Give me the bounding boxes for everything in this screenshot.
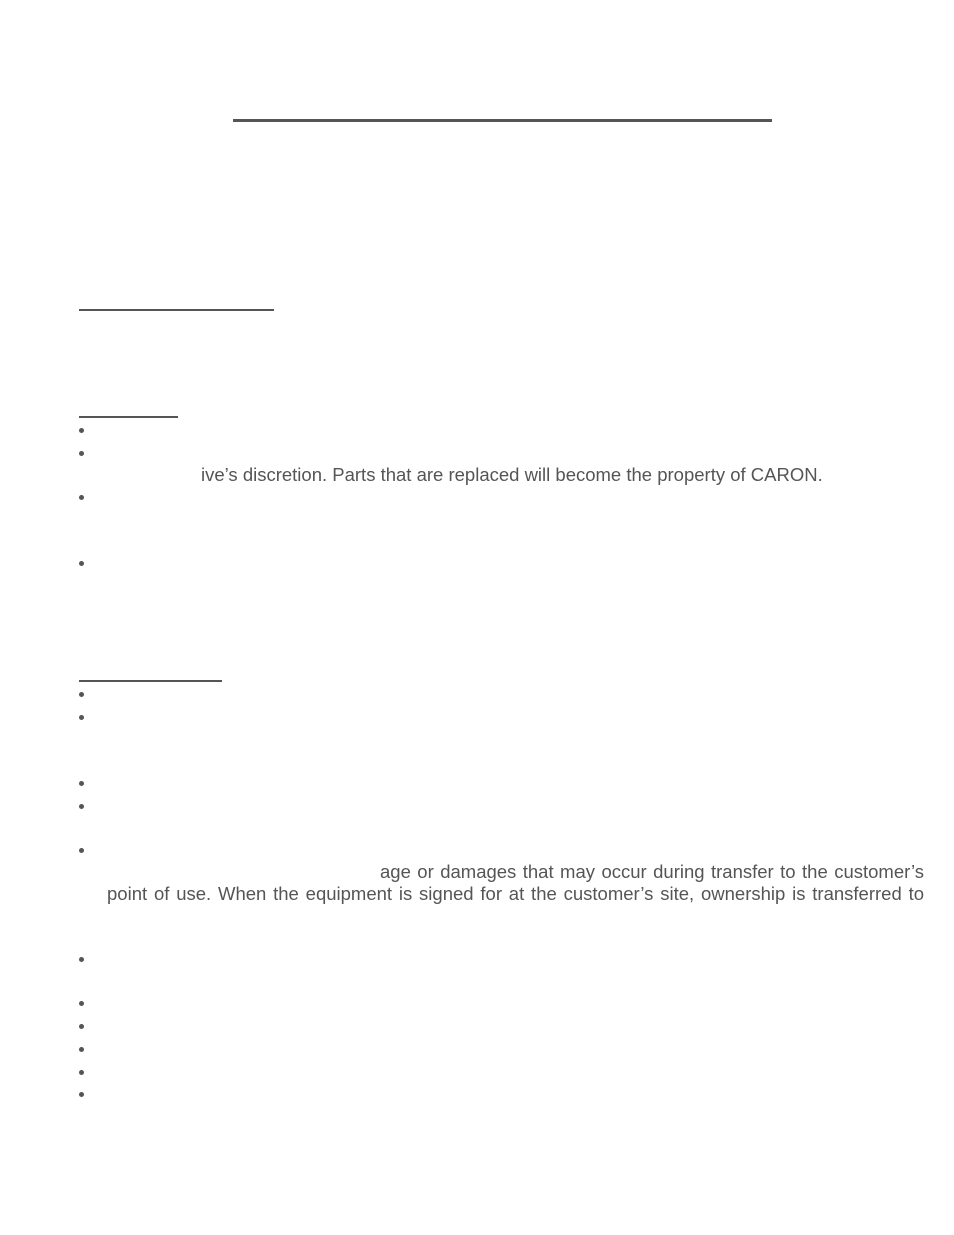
list-bullet [79,1001,87,1009]
list-bullet [79,561,87,569]
list-bullet [79,715,87,723]
title-underline [233,119,772,122]
list-bullet [79,451,87,459]
list-bullet [79,804,87,812]
list-bullet [79,428,87,436]
list-bullet [79,1047,87,1055]
list-item-text: ive’s discretion. Parts that are replaced will become the property of CARON. [201,464,823,485]
list-item-text: point of use. When the equipment is signed for at the customer’s site, ownership is transferred to [107,883,924,904]
list-item-text: age or damages that may occur during transfer to the customer’s [380,861,924,882]
list-bullet [79,1092,87,1100]
section-heading-underline [79,309,274,311]
list-bullet [79,1024,87,1032]
list-bullet [79,495,87,503]
list-bullet [79,848,87,856]
section-heading-underline [79,416,178,418]
list-bullet [79,692,87,700]
list-bullet [79,781,87,789]
section-heading-underline [79,680,222,682]
list-bullet [79,1070,87,1078]
list-bullet [79,957,87,965]
